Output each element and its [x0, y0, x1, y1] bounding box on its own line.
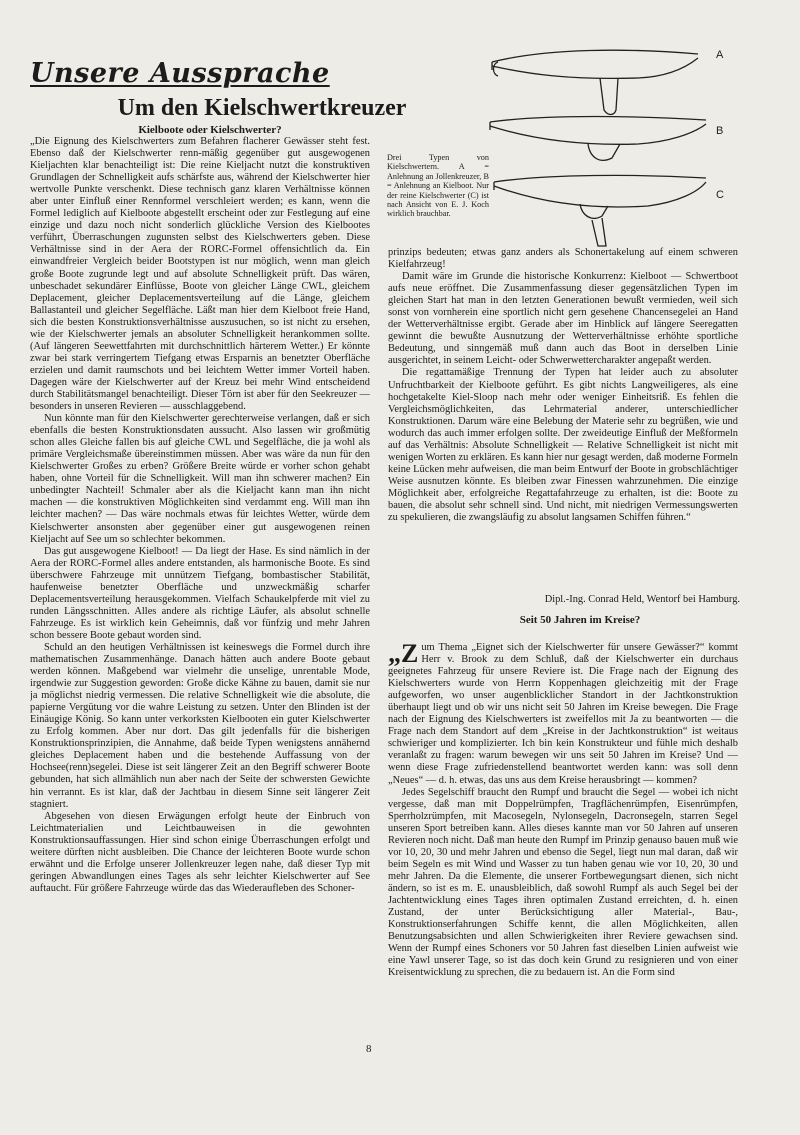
right-column-upper	[388, 247, 738, 609]
hull-a-bottom	[492, 58, 698, 78]
hull-c-bottom	[494, 182, 706, 207]
left-column	[30, 136, 370, 1061]
hull-profiles-drawing	[488, 40, 738, 250]
paragraph: prinzips bedeuten; etwas ganz anders als Schonertakelung auf einem schweren Kielfahrzeug!	[388, 247, 738, 271]
paragraph: Die regattamäßige Trennung der Typen hat leider auch zu absoluter Unfruchtbarkeit der Kielboote geführt. Es gibt nichts Langweiligeres, als eine hochgetakelte Kiel-Sloop nach mehr oder weniger Einheitsriß. Es fehlen die Vergleichsmöglichkeiten, das Lehrmaterial anderer, unterschiedlicher Konstruktionen. Darum wäre eine Belebung der Materie sehr zu begrüßen, wie und wodurch das auch immer erfolgen sollte. Der zweideutige Einfluß der Meßformeln auf das Verhältnis: Absolute Schnelligkeit — Relative Schnelligkeit ist nicht mit wenigen Worten zu erklären. Es kann hier nur gesagt werden, daß moderne Formeln keine Lücken mehr aufweisen, die man beim Entwurf der Boote in grobschlächtiger Weise ausnutzen könnte. Es bleiben zwar Finessen wahrzunehmen. Die einzige Möglichkeit aber, erfolgreiche Regattafahrzeuge zu erhalten, ist die: Boote zu bauen, die absolut sehr schnell sind. Und nicht, mit niedrigen Vermessungswerten zu spekulieren, die zwangsläufig zu absolut langsamen Schiffen führen.“	[388, 367, 738, 524]
paragraph: Nun könnte man für den Kielschwerter gerechterweise verlangen, daß er sich ebenfalls die besten Konstruktionsdaten aussucht. Also lassen wir großmütig schon alles Gleiche fallen bis auf gleiche CWL und Segelfläche, die ja wohl als primäre Vergleichsmaße übereinstimmen müssen. Aber was wäre da nun für den Kielschwerter Großes zu erben? Größere Breite würde er vorher schon gehabt haben, ohne Vorteil für die Schnelligkeit. Will man ihn schwerer machen? Ein unbedingter Nachteil! Schmaler aber als die Kieljacht kann man ihn nicht machen — die konstruktiven Möglichkeiten sind verdammt eng. Will man ihn leichter machen? — Das wäre nochmals etwas für leichtes Wetter, würde dem Kielschwerter ansonsten aber gegenüber einer gut ausgewogenen reinen Kieljacht auf See um so schlechter bekommen.	[30, 413, 370, 545]
subhead-kielboote: Kielboote oder Kielschwerter?	[138, 124, 282, 136]
hull-b-bottom	[490, 124, 706, 144]
label-a: A	[716, 49, 724, 61]
section-kicker: Unsere Aussprache	[30, 58, 330, 89]
hull-b-keel	[588, 144, 620, 160]
lead-text: um Thema „Eignet sich der Kielschwerter für unsere Gewässer?“ kommt Herr v. Brook zu dem Schluß, daß der Kielschwerter ein durchaus geeignetes Fahrzeug für unsere Reviere ist. Die Frage nach der Eignung des Kielschwerters wurde von Herrn Koppenhagen gleichzeitig mit der Frage aufgeworfen, wo unser augenblicklicher Standort in der Jachtkonstruktion überhaupt liegt und ob wir uns nicht seit 50 Jahren im Kreise bewegen. Die Frage nach der Eignung des Kielschwerters ist zweifellos mit Ja zu beantworten — die Frage nach dem Standort auf dem „Kreise in der Jachtkonstruktion“ ist weitaus schwieriger und komplizierter. Ich bin kein Konstrukteur und fühle mich deshalb veranlaßt zu fragen: warum bewegen wir uns seit 50 Jahren im Kreise? Und — wenn diese Frage zufriedenstellend beantwortet werden kann: was soll denn „Neues“ — d. h. etwas, das uns aus dem Kreise herausbringt — kommen?	[388, 642, 738, 786]
label-b: B	[716, 125, 724, 137]
hull-c-centreboard	[592, 218, 606, 246]
hull-b-sheer	[490, 117, 706, 123]
paragraph-lead	[388, 642, 738, 787]
paragraph: Jedes Segelschiff braucht den Rumpf und braucht die Segel — wobei ich nicht vergesse, daß man mit Doppelrümpfen, Tragflächenrümpfen, Eisenrümpfen, Sperrholzrümpfen, mit Macosegeln, Nylonsegeln, Dacronsegeln, starren Segel unseren Sport betreiben kann. Alles dieses kannte man vor 50 Jahren auf unseren Revieren noch nicht. Daß man heute den Rumpf im Prinzip genauso bauen muß wie vor 10, 20, 30 und mehr Jahren und ebenso die Segel, liegt nun mal daran, daß wir beim Segeln es mit Wind und Wasser zu tun haben genau wie vor 10, 20, 30 und mehr Jahren. Da die Elemente, die unserer Fortbewegungsart dienen, sich nicht ändern, so ist es m. E. unausbleiblich, daß sowohl Rumpf als auch Segel bei der Jachtentwicklung eines Tages ihren optimalen Zustand erreichten, d. h. einen Zustand, der unter Berücksichtigung aller Material-, Bau-, Konstruktionserfahrungen Schiffe kennt, die allen Möglichkeiten, allen Benutzungsabsichten und allen Schwierigkeiten ihrer Reviere gewachsen sind. Wenn der Rumpf eines Schoners vor 50 Jahren fast dieselben Linien aufweist wie eine Yawl unserer Tage, so ist das doch kein Grund zu resignieren und von einer Kreisentwicklung zu sprechen, die zu bedauern ist. An die Form sind	[388, 786, 738, 979]
paragraph: Damit wäre im Grunde die historische Konkurrenz: Kielboot — Schwertboot aufs neue eröffnet. Die Zusammenfassung dieser gegensätzlichen Typen im gleichen Start hat man in den letzten Generationen bewußt vermieden, weil sich sonst von vornherein eine sportlich nicht gern gesehene Chancensegelei an Hand der Wetterverhältnisse ergibt. Gerade aber im Hinblick auf längere Seeregatten gewinnt die bewußte Ausnutzung der Wetterverhältnisse erhöhte sportliche Bedeutung, und sinngemäß muß dann auch das Boot in derselben Linie ausgerichtet, in seinem Leicht- oder Schwerwettercharakter angepaßt werden.	[388, 271, 738, 367]
author-signature: Dipl.-Ing. Conrad Held, Wentorf bei Hamburg.	[544, 594, 740, 605]
hull-a-centreboard	[600, 78, 618, 115]
hull-c-sheer	[494, 175, 706, 182]
label-c: C	[716, 189, 724, 201]
right-column-lower	[388, 642, 738, 1060]
paragraph: Das gut ausgewogene Kielboot! — Da liegt der Hase. Es sind nämlich in der Aera der RORC-Formel alles andere entstanden, als harmonische Boote. Es sind überschwere Fahrzeuge mit unnützem Tiefgang, bombastischer Stabilität, haufenweise benetzter Oberfläche und unzweckmäßig scharfer Deplacementsverteilung herausgekommen. Vielfach Schaukelpferde mit viel zu runden Längsschnitten. Alles andere als richtige Läufer, als absolut schnelle Fahrzeuge. Es ist wirklich kein Geheimnis, daß vor fünfzig und mehr Jahren schon bessere Boote gebaut worden sind.	[30, 545, 370, 641]
drop-cap: „Z	[388, 642, 419, 668]
figure-caption: Drei Typen von Kielschwertern. A = Anlehnung an Jollenkreuzer, B = Anlehnung an Kielboot. Nur der reine Kielschwerter (C) ist nach Ansicht von E. J. Koch wirklich brauchbar.	[387, 153, 489, 219]
article-headline: Um den Kielschwertkreuzer	[117, 95, 407, 121]
paragraph: „Die Eignung des Kielschwerters zum Befahren flacherer Gewässer steht fest. Ebenso daß der Kielschwerter renn-mäßig gegenüber gut ausgewogenen Kieljachten klar benachteiligt ist: Die reine Kieljacht nutzt die konstruktiven Grundlagen der Schnelligkeit aufs schärfste aus, während der Kielschwerter hier wertvolle Punkte verschenkt. Diese technisch ganz klaren Verhältnisse können aber unter Einfluß einer Rennformel verschleiert werden; es kann, wenn die Formel lediglich auf Kielboote abgestellt erscheint oder zur Festlegung auf eine einzige und dazu noch nicht sonderlich glückliche Version des Kielbootes verführt, Überraschungen zugunsten selbst des Kielschwerters geben. Diese Verhältnisse sind in der Aera der RORC-Formel offensichtlich da. Ein einwandfreier Vergleich beider Bootstypen ist nur möglich, wenn man gleich große Boote zugrunde legt und auf absolute Schnelligkeit prüft. Das wären, unbeschadet sekundärer Einflüsse, Boote von gleicher Länge CWL, gleichem Deplacement, gleicher Deplacementsverteilung auf die Länge, gleichem Ballastanteil und gleicher Segelfläche. Läßt man hier dem Kielboot freie Hand, sich die besten Konstruktionsverhältnisse auszusuchen, so ist nicht zu ersehen, wie der Kielschwerter jemals an absoluter Schnelligkeit herankommen sollte. (Auf längeren Seewettfahrten mit durchschnittlich härterem Wetter.) Er könnte zwar bei stark verringertem Tiefgang etwas Ersparnis an benetzter Oberfläche erzielen und damit raumschots und bei leichtem Wetter immer Vorteil haben. Dagegen wäre der Kielschwerter auf der Kreuz bei mehr Wind entscheidend durch Stabilitätsmangel benachteiligt. Dieser Törn ist aber für den Seekreuzer — besonders in unseren Revieren — ausschlaggebend.	[30, 136, 370, 413]
paragraph: Schuld an den heutigen Verhältnissen ist keineswegs die Formel durch ihre mathematischen Zusammenhänge. Danach hätten auch andere Boote gebaut werden können. Maßgebend war vielmehr die unselige, unrentable Mode, irgendwie zur Suggestion geworden: Große dicke Kähne zu bauen, damit sie nur ja möglichst niedrig vermessen. Die relative Schnelligkeit wie die absolute, die papierne Vergütung vor die wahre Leistung zu setzen. Unter den Blinden ist der Einäugige König. So kann unter verkorksten Kielbooten ein guter Kielschwerter zu Erfolg kommen. Aber nur dort. Das gilt jedenfalls für die bisherigen Konstruktionsprinzipien, die Annahme, daß beide Typen wenigstens annähernd gleiches Deplacement haben und die bestehende Auffassung von der Hochsee(renn)segelei. Diese ist seit längerer Zeit an den Begriff schwerer Boote gebunden, hat sich allmählich nun aber nach der Seite der schwersten Gewichte hin verrannt. Es ist klar, daß der Jachtbau in diesem Sinne seit längerer Zeit stagniert.	[30, 641, 370, 810]
hull-a-sheer	[492, 50, 698, 62]
subhead-seit-50-jahren: Seit 50 Jahren im Kreise?	[519, 614, 641, 626]
hull-profiles-figure	[488, 40, 738, 250]
page-number: 8	[366, 1043, 372, 1055]
paragraph: Abgesehen von diesen Erwägungen erfolgt heute der Einbruch von Leichtmaterialien und Leichtbauweisen in die gewohnten Konstruktionsauffassungen. Hier sind schon einige Überraschungen erfolgt und weitere dürften nicht ausbleiben. Die Chance der leichteren Boote wurde schon erwähnt und die Erfolge unserer Jollenkreuzer legen nahe, daß dieser Typ mit geringen Abwandlungen eines Tages als sehr leichter Kielschwerter auf See auftaucht. Für größere Fahrzeuge würde das das Wiederaufleben des Schoner-	[30, 810, 370, 894]
